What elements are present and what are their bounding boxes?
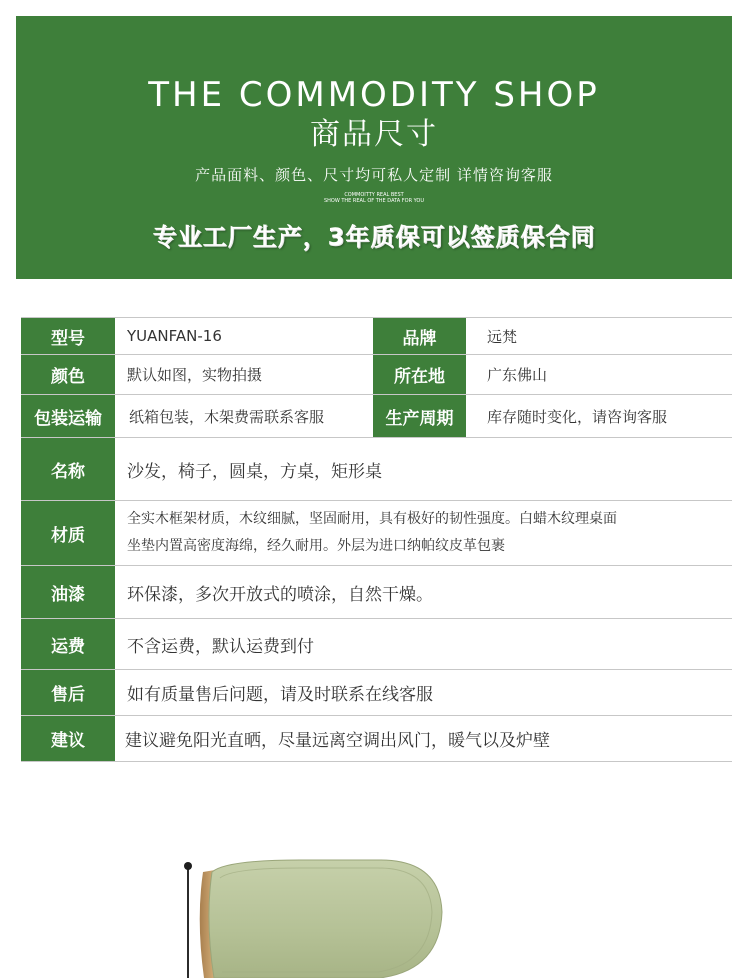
product-photo: [0, 780, 750, 978]
table-row: [21, 355, 732, 395]
name-value: 沙发，椅子，圆桌，方桌，矩形桌: [127, 461, 382, 482]
model-label: 型号: [21, 318, 115, 354]
banner-description: 产品面料、颜色、尺寸均可私人定制 详情咨询客服: [195, 166, 553, 184]
brand-label: 品牌: [373, 318, 466, 354]
aftersale-value: 如有质量售后问题，请及时联系在线客服: [127, 685, 433, 705]
color-label: 颜色: [21, 355, 115, 394]
banner-title: THE COMMODITY SHOP: [148, 75, 600, 115]
shipping-label: 运费: [21, 619, 115, 669]
table-row: [21, 395, 732, 438]
model-value: YUANFAN-16: [127, 327, 222, 345]
color-value: 默认如图，实物拍摄: [127, 366, 263, 384]
banner-subtitle: 商品尺寸: [310, 117, 438, 152]
brand-value: 远梵: [487, 327, 518, 346]
table-row: [21, 670, 732, 716]
table-row: [21, 566, 732, 619]
spec-table: [21, 317, 732, 762]
paint-label: 油漆: [21, 566, 115, 618]
name-label: 名称: [21, 438, 115, 500]
banner-tiny-text: [16, 192, 732, 204]
header-banner: [16, 16, 732, 279]
table-row: [21, 438, 732, 501]
table-row: [21, 318, 732, 355]
banner-tiny-line2: SHOW THE REAL OF THE DATA FOR YOU: [323, 198, 425, 204]
table-row: [21, 716, 732, 762]
table-row: [21, 619, 732, 670]
production-cycle-value: 库存随时变化，请咨询客服: [487, 407, 668, 426]
banner-slogan: 专业工厂生产，3年质保可以签质保合同: [152, 223, 596, 251]
banner-tiny-line1: COMMOITTY REAL BEST: [344, 192, 404, 198]
material-value: [127, 501, 729, 565]
production-cycle-label: 生产周期: [373, 395, 466, 437]
advice-label: 建议: [21, 716, 115, 761]
shipping-value: 不含运费，默认运费到付: [127, 636, 314, 657]
material-line-2: 坐垫内置高密度海绵，经久耐用。外层为进口纳帕纹皮革包裹: [127, 538, 505, 554]
aftersale-label: 售后: [21, 670, 115, 715]
table-row: [21, 501, 732, 566]
location-value: 广东佛山: [487, 366, 548, 384]
material-label: 材质: [21, 501, 115, 565]
advice-value: 建议避免阳光直晒，尽量远离空调出风门，暖气以及炉壁: [125, 731, 550, 751]
chair-backrest-photo-icon: [0, 780, 750, 978]
location-label: 所在地: [373, 355, 466, 394]
packing-value: 纸箱包装，木架费需联系客服: [129, 407, 325, 426]
paint-value: 环保漆，多次开放式的喷涂，自然干燥。: [127, 584, 433, 605]
material-line-1: 全实木框架材质，木纹细腻，坚固耐用，具有极好的韧性强度。白蜡木纹理桌面: [127, 511, 617, 527]
packing-label: 包装运输: [21, 395, 115, 437]
